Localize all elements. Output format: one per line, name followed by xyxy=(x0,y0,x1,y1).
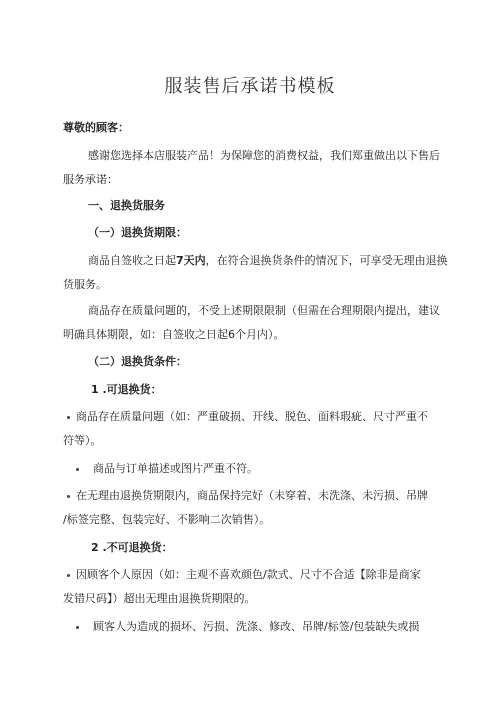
returnable-bullet-1-line-2: 符等）。 xyxy=(63,434,102,447)
item-non-returnable-heading: 2 .不可退换货： xyxy=(91,541,173,554)
period-text-prefix: 商品自签收之日起 xyxy=(88,254,176,267)
intro-line-2: 服务承诺： xyxy=(63,173,118,186)
quality-paragraph-line-2: 明确具体期限，如：自签收之日起6个月内）。 xyxy=(63,328,285,341)
non-returnable-bullet-2 xyxy=(76,620,419,634)
returnable-bullet-3-line-2: /标签完整、包装完好、不影响二次销售）。 xyxy=(63,513,271,526)
document-title: 服装售后承诺书模板 xyxy=(164,76,336,97)
bullet-icon xyxy=(67,416,70,419)
non-returnable-bullet-1-line-2: 发错尺码】）超出无理由退换货期限的。 xyxy=(63,592,256,605)
period-paragraph-line-2: 货服务。 xyxy=(63,278,107,291)
non-returnable-bullet-1-text: 因顾客个人原因（如：主观不喜欢颜色/款式、尺寸不合适【除非是商家 xyxy=(76,568,421,581)
period-days-highlight: 7天内 xyxy=(176,254,206,267)
returnable-bullet-2 xyxy=(76,462,258,476)
returnable-bullet-3-text: 在无理由退换货期限内，商品保持完好（未穿着、未洗涤、未污损、吊牌 xyxy=(76,489,428,502)
returnable-bullet-1-text: 商品存在质量问题（如：严重破损、开线、脱色、面料瑕疵、尺寸严重不 xyxy=(76,410,428,423)
returnable-bullet-1-line-1 xyxy=(67,410,428,424)
period-paragraph-line-1 xyxy=(88,254,448,268)
bullet-icon xyxy=(67,495,70,498)
section-heading-return-exchange: 一、退换货服务 xyxy=(88,199,165,212)
subsection-heading-period: （一）退换货期限： xyxy=(88,226,187,239)
greeting: 尊敬的顾客： xyxy=(63,121,129,134)
non-returnable-bullet-2-text: 顾客人为造成的损坏、污损、洗涤、修改、吊牌/标签/包装缺失或损 xyxy=(93,620,420,633)
quality-paragraph-line-1: 商品存在质量问题的，不受上述期限限制（但需在合理期限内提出，建议 xyxy=(88,304,440,317)
bullet-icon xyxy=(76,626,79,629)
non-returnable-bullet-1-line-1 xyxy=(67,568,421,582)
returnable-bullet-3-line-1 xyxy=(67,489,428,503)
bullet-icon xyxy=(67,574,70,577)
period-text-suffix: ，在符合退换货条件的情况下，可享受无理由退换 xyxy=(205,254,448,267)
item-returnable-heading: 1 .可退换货： xyxy=(91,383,162,396)
intro-line-1: 感谢您选择本店服装产品！为保障您的消费权益，我们郑重做出以下售后 xyxy=(88,149,440,162)
subsection-heading-conditions: （二）退换货条件： xyxy=(88,355,187,368)
bullet-icon xyxy=(76,468,79,471)
returnable-bullet-2-text: 商品与订单描述或图片严重不符。 xyxy=(93,462,258,475)
